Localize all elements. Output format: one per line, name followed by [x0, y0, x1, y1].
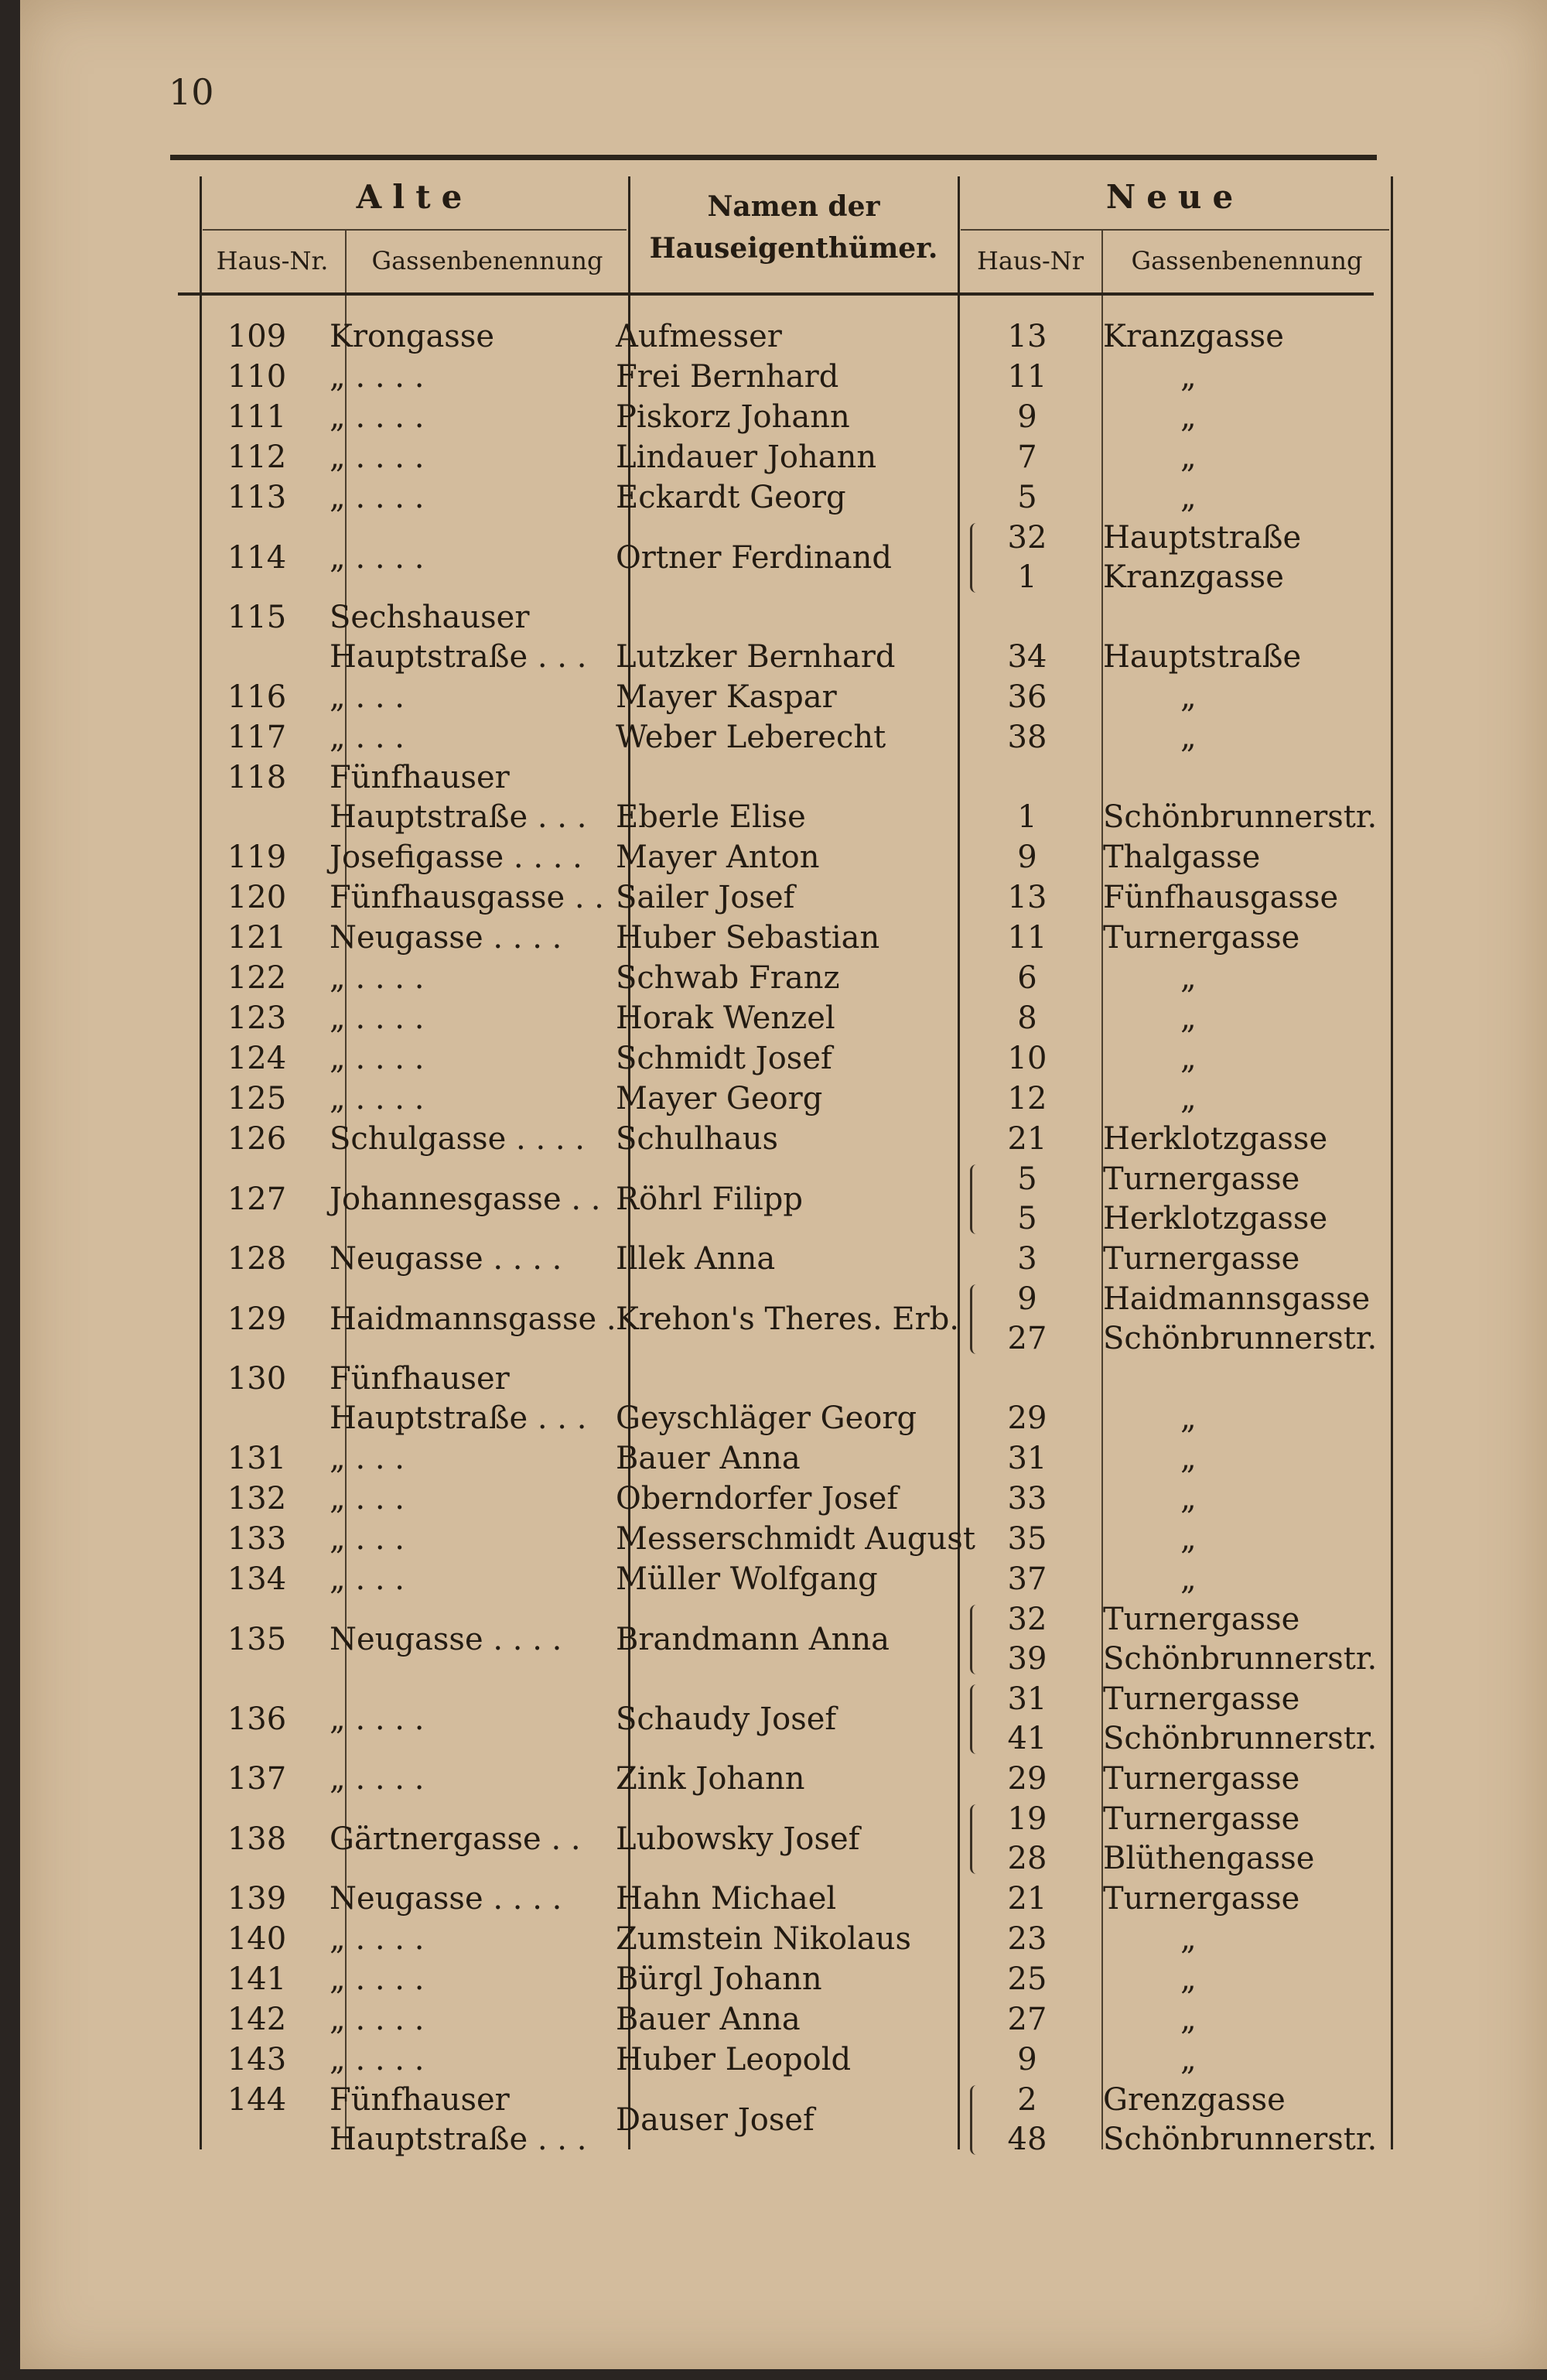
new-street-name: Hauptstraße: [1103, 520, 1302, 556]
owner-name: Brandmann Anna: [616, 1621, 890, 1657]
new-house-number: 35: [1007, 1521, 1047, 1557]
old-street-name: „ . . . .: [330, 359, 425, 395]
owner-name: Mayer Anton: [616, 839, 820, 875]
old-street-name: „ . . . .: [330, 480, 425, 515]
new-street-name: „: [1180, 679, 1197, 715]
table-row: [20, 1920, 1547, 1959]
owner-name: Horak Wenzel: [616, 1000, 835, 1036]
new-house-number: 19: [1007, 1801, 1047, 1837]
old-house-number: 131: [227, 1441, 287, 1476]
owner-name: Lindauer Johann: [616, 439, 877, 475]
owner-name: Aufmesser: [616, 319, 782, 354]
old-house-number: 128: [227, 1241, 287, 1277]
table-row: [20, 1759, 1547, 1799]
new-house-number: 13: [1007, 319, 1047, 354]
new-house-number: 27: [1007, 1321, 1047, 1356]
owner-name: Huber Leopold: [616, 2042, 852, 2077]
new-street-name: „: [1180, 1921, 1197, 1957]
old-house-number: 113: [227, 480, 287, 515]
book-page: [20, 0, 1547, 2369]
new-street-name: „: [1180, 1561, 1197, 1597]
header-new-house-no: Haus-Nr: [976, 246, 1084, 275]
new-street-name: Herklotzgasse: [1103, 1201, 1328, 1236]
owner-name: Mayer Georg: [616, 1081, 823, 1116]
table-row: [20, 999, 1547, 1038]
owner-name: Zumstein Nikolaus: [616, 1921, 912, 1957]
old-street-name: „ . . . .: [330, 399, 425, 435]
owner-name: Krehon's Theres. Erb.: [616, 1301, 960, 1337]
new-street-name: „: [1180, 480, 1197, 515]
owner-name: Messerschmidt August: [616, 1521, 975, 1557]
old-house-number: 137: [227, 1761, 287, 1797]
old-house-number: 139: [227, 1881, 287, 1917]
owner-name: Weber Leberecht: [616, 720, 886, 755]
new-street-name: „: [1180, 1000, 1197, 1036]
new-street-name: Schönbrunnerstr.: [1103, 1641, 1378, 1677]
owner-name: Frei Bernhard: [616, 359, 839, 395]
new-street-name: „: [1180, 1400, 1197, 1436]
new-street-name: Fünfhausgasse: [1103, 880, 1339, 915]
table-row: [20, 398, 1547, 437]
new-street-name: Hauptstraße: [1103, 639, 1302, 675]
table-row: [20, 878, 1547, 918]
table-row: [20, 1879, 1547, 1919]
old-street-name: Fünfhauser: [330, 760, 510, 795]
old-house-number: 140: [227, 1921, 287, 1957]
table-row: [20, 959, 1547, 998]
old-street-name: Josefigasse . . . .: [330, 839, 582, 875]
new-house-number: 31: [1007, 1681, 1047, 1717]
old-street-name: „ . . .: [330, 1561, 405, 1597]
old-house-number: 109: [227, 319, 287, 354]
old-street-name: Neugasse . . . .: [330, 1621, 562, 1657]
table-row: [20, 1039, 1547, 1079]
new-house-number: 32: [1007, 520, 1047, 556]
table-row: [20, 918, 1547, 958]
old-house-number: 129: [227, 1301, 287, 1337]
old-street-name: Hauptstraße . . .: [330, 1400, 587, 1436]
new-house-number: 41: [1007, 1721, 1047, 1756]
new-house-number: 27: [1007, 2002, 1047, 2037]
new-house-number: 28: [1007, 1841, 1047, 1876]
new-street-name: Turnergasse: [1103, 1681, 1300, 1717]
new-house-number: 38: [1007, 720, 1047, 755]
old-house-number: 138: [227, 1821, 287, 1857]
old-street-name: „ . . . .: [330, 2042, 425, 2077]
table-row: [20, 678, 1547, 717]
old-street-name: „ . . . .: [330, 1701, 425, 1737]
old-house-number: 132: [227, 1481, 287, 1517]
header-owner-line1: Namen der: [707, 190, 880, 223]
owner-name: Piskorz Johann: [616, 399, 850, 435]
header-old-house-no: Haus-Nr.: [216, 246, 329, 275]
old-house-number: 123: [227, 1000, 287, 1036]
owner-name: Dauser Josef: [616, 2101, 814, 2138]
owner-name: Sailer Josef: [616, 880, 795, 915]
new-house-number: 9: [1017, 2042, 1037, 2077]
table-row: [20, 1280, 1547, 1359]
owner-name: Hahn Michael: [616, 1881, 837, 1917]
old-house-number: 115: [227, 600, 287, 635]
old-house-number: 130: [227, 1361, 287, 1397]
new-house-number: 13: [1007, 880, 1047, 915]
new-house-number: 9: [1017, 399, 1037, 435]
table-row: [20, 1680, 1547, 1759]
new-street-name: „: [1180, 399, 1197, 435]
grouping-brace: [970, 2085, 983, 2155]
old-street-name: „ . . . .: [330, 960, 425, 996]
old-street-name: Neugasse . . . .: [330, 1881, 562, 1917]
new-house-number: 36: [1007, 679, 1047, 715]
old-street-name: „ . . . .: [330, 439, 425, 475]
owner-name: Schaudy Josef: [616, 1701, 837, 1737]
new-house-number: 9: [1017, 839, 1037, 875]
top-rule: [170, 155, 1377, 160]
table-row: [20, 1520, 1547, 1559]
old-house-number: 120: [227, 880, 287, 915]
new-street-name: Turnergasse: [1103, 1761, 1300, 1797]
table-row: [20, 1359, 1547, 1438]
old-street-name: „ . . .: [330, 1481, 405, 1517]
old-house-number: 110: [227, 359, 287, 395]
new-street-name: „: [1180, 1441, 1197, 1476]
owner-name: Röhrl Filipp: [616, 1181, 803, 1217]
new-street-name: Kranzgasse: [1103, 559, 1284, 595]
new-street-name: „: [1180, 2042, 1197, 2077]
table-row: [20, 1160, 1547, 1239]
new-house-number: 1: [1017, 799, 1037, 835]
old-house-number: 144: [227, 2082, 287, 2118]
old-house-number: 116: [227, 679, 287, 715]
new-house-number: 7: [1017, 439, 1037, 475]
owner-name: Lubowsky Josef: [616, 1821, 860, 1857]
new-street-name: Schönbrunnerstr.: [1103, 799, 1378, 835]
new-house-number: 11: [1007, 359, 1047, 395]
new-street-name: „: [1180, 720, 1197, 755]
table-row: [20, 718, 1547, 757]
new-street-name: „: [1180, 359, 1197, 395]
old-street-name: Johannesgasse . .: [330, 1181, 601, 1217]
new-street-name: Turnergasse: [1103, 920, 1300, 956]
table-row: [20, 438, 1547, 477]
old-street-name: Fünfhauser: [330, 1361, 510, 1397]
owner-name: Schulhaus: [616, 1121, 779, 1157]
owner-name: Zink Johann: [616, 1761, 805, 1797]
table-row: [20, 2040, 1547, 2080]
old-house-number: 135: [227, 1621, 287, 1657]
owner-name: Eckardt Georg: [616, 480, 846, 515]
old-house-number: 112: [227, 439, 287, 475]
table-row: [20, 518, 1547, 597]
table-row: [20, 838, 1547, 877]
old-house-number: 122: [227, 960, 287, 996]
header-old-street: Gassenbenennung: [371, 246, 603, 275]
table-row: [20, 2000, 1547, 2040]
new-street-name: Turnergasse: [1103, 1161, 1300, 1197]
owner-name: Schwab Franz: [616, 960, 840, 996]
header-bottom-rule: [178, 292, 1374, 296]
old-street-name: „ . . . .: [330, 1041, 425, 1076]
old-street-name: Schulgasse . . . .: [330, 1121, 586, 1157]
owner-name: Müller Wolfgang: [616, 1561, 878, 1597]
old-street-name: „ . . . .: [330, 1081, 425, 1116]
owner-name: Bauer Anna: [616, 2002, 801, 2037]
new-header-subrule: [961, 229, 1389, 231]
grouping-brace: [970, 1164, 983, 1234]
new-street-name: Haidmannsgasse: [1103, 1281, 1371, 1317]
old-street-name: Fünfhauser: [330, 2082, 510, 2118]
new-street-name: „: [1180, 960, 1197, 996]
table-row: [20, 1120, 1547, 1159]
new-street-name: Thalgasse: [1103, 839, 1261, 875]
new-street-name: Turnergasse: [1103, 1602, 1300, 1637]
old-street-name: Haidmannsgasse .: [330, 1301, 616, 1337]
old-street-name: „ . . . .: [330, 1761, 425, 1797]
old-street-name: Hauptstraße . . .: [330, 2122, 587, 2157]
new-house-number: 29: [1007, 1761, 1047, 1797]
new-street-name: Turnergasse: [1103, 1241, 1300, 1277]
new-house-number: 33: [1007, 1481, 1047, 1517]
old-street-name: Gärtnergasse . .: [330, 1821, 581, 1857]
new-street-name: „: [1180, 1481, 1197, 1517]
owner-name: Mayer Kaspar: [616, 679, 837, 715]
old-street-name: „ . . .: [330, 720, 405, 755]
owner-name: Bürgl Johann: [616, 1961, 822, 1997]
old-header-subrule: [203, 229, 627, 231]
old-house-number: 124: [227, 1041, 287, 1076]
new-street-name: „: [1180, 1961, 1197, 1997]
new-street-name: Schönbrunnerstr.: [1103, 1721, 1378, 1756]
old-house-number: 125: [227, 1081, 287, 1116]
new-street-name: Turnergasse: [1103, 1881, 1300, 1917]
old-house-number: 111: [227, 399, 287, 435]
new-house-number: 21: [1007, 1881, 1047, 1917]
table-row: [20, 1800, 1547, 1879]
new-house-number: 11: [1007, 920, 1047, 956]
new-house-number: 12: [1007, 1081, 1047, 1116]
new-house-number: 32: [1007, 1602, 1047, 1637]
owner-name: Huber Sebastian: [616, 920, 880, 956]
grouping-brace: [970, 1804, 983, 1874]
new-street-name: Herklotzgasse: [1103, 1121, 1328, 1157]
new-house-number: 8: [1017, 1000, 1037, 1036]
table-row: [20, 1960, 1547, 1999]
old-street-name: „ . . . .: [330, 1000, 425, 1036]
old-street-name: „ . . . .: [330, 2002, 425, 2037]
new-street-name: „: [1180, 2002, 1197, 2037]
new-house-number: 5: [1017, 480, 1037, 515]
old-street-name: Hauptstraße . . .: [330, 799, 587, 835]
old-street-name: Hauptstraße . . .: [330, 639, 587, 675]
new-street-name: „: [1180, 439, 1197, 475]
new-house-number: 9: [1017, 1281, 1037, 1317]
new-house-number: 31: [1007, 1441, 1047, 1476]
new-street-name: „: [1180, 1041, 1197, 1076]
new-house-number: 3: [1017, 1241, 1037, 1277]
old-street-name: Neugasse . . . .: [330, 920, 562, 956]
old-street-name: „ . . . .: [330, 539, 425, 576]
old-street-name: Neugasse . . . .: [330, 1241, 562, 1277]
table-row: [20, 598, 1547, 677]
new-house-number: 37: [1007, 1561, 1047, 1597]
old-house-number: 119: [227, 839, 287, 875]
new-street-name: „: [1180, 1521, 1197, 1557]
table-row: [20, 1079, 1547, 1119]
old-street-name: „ . . . .: [330, 1961, 425, 1997]
new-street-name: „: [1180, 1081, 1197, 1116]
old-street-name: „ . . .: [330, 679, 405, 715]
header-old: Alte: [356, 178, 473, 216]
table-row: [20, 1479, 1547, 1519]
old-house-number: 143: [227, 2042, 287, 2077]
old-street-name: „ . . .: [330, 1441, 405, 1476]
old-street-name: Sechshauser: [330, 600, 530, 635]
grouping-brace: [970, 1284, 983, 1354]
old-house-number: 136: [227, 1701, 287, 1737]
old-house-number: 127: [227, 1181, 287, 1217]
owner-name: Bauer Anna: [616, 1441, 801, 1476]
old-house-number: 133: [227, 1521, 287, 1557]
header-new: Neue: [1105, 178, 1245, 216]
new-house-number: 1: [1017, 559, 1037, 595]
page-number: 10: [169, 71, 214, 113]
new-house-number: 25: [1007, 1961, 1047, 1997]
owner-name: Eberle Elise: [616, 799, 806, 835]
new-house-number: 6: [1017, 960, 1037, 996]
owner-name: Lutzker Bernhard: [616, 639, 896, 675]
header-new-street: Gassenbenennung: [1131, 246, 1363, 275]
old-street-name: Krongasse: [330, 319, 495, 354]
new-street-name: Grenzgasse: [1103, 2082, 1286, 2118]
owner-name: Ortner Ferdinand: [616, 539, 892, 576]
new-house-number: 10: [1007, 1041, 1047, 1076]
new-house-number: 2: [1017, 2082, 1037, 2118]
new-house-number: 39: [1007, 1641, 1047, 1677]
owner-name: Schmidt Josef: [616, 1041, 832, 1076]
new-house-number: 5: [1017, 1161, 1037, 1197]
old-house-number: 117: [227, 720, 287, 755]
new-house-number: 48: [1007, 2122, 1047, 2157]
new-house-number: 21: [1007, 1121, 1047, 1157]
new-house-number: 34: [1007, 639, 1047, 675]
old-street-name: Fünfhausgasse . .: [330, 880, 605, 915]
old-house-number: 142: [227, 2002, 287, 2037]
owner-name: Illek Anna: [616, 1241, 776, 1277]
table-row: [20, 1560, 1547, 1599]
new-house-number: 5: [1017, 1201, 1037, 1236]
old-house-number: 134: [227, 1561, 287, 1597]
new-house-number: 23: [1007, 1921, 1047, 1957]
old-house-number: 118: [227, 760, 287, 795]
new-street-name: Kranzgasse: [1103, 319, 1284, 354]
new-street-name: Blüthengasse: [1103, 1841, 1315, 1876]
old-street-name: „ . . . .: [330, 1921, 425, 1957]
old-house-number: 126: [227, 1121, 287, 1157]
owner-name: Geyschläger Georg: [616, 1400, 917, 1436]
table-row: [20, 1240, 1547, 1279]
old-house-number: 141: [227, 1961, 287, 1997]
grouping-brace: [970, 523, 983, 593]
table-row: [20, 758, 1547, 837]
grouping-brace: [970, 1684, 983, 1754]
new-street-name: Turnergasse: [1103, 1801, 1300, 1837]
old-house-number: 114: [227, 539, 287, 576]
table-row: [20, 2081, 1547, 2159]
table-row: [20, 1600, 1547, 1679]
table-row: [20, 357, 1547, 397]
new-house-number: 29: [1007, 1400, 1047, 1436]
old-street-name: „ . . .: [330, 1521, 405, 1557]
header-owner-line2: Hauseigenthümer.: [649, 232, 938, 265]
grouping-brace: [970, 1605, 983, 1674]
new-street-name: Schönbrunnerstr.: [1103, 1321, 1378, 1356]
table-row: [20, 478, 1547, 518]
old-house-number: 121: [227, 920, 287, 956]
owner-name: Oberndorfer Josef: [616, 1481, 899, 1517]
table-row: [20, 317, 1547, 357]
table-row: [20, 1439, 1547, 1479]
new-street-name: Schönbrunnerstr.: [1103, 2122, 1378, 2157]
